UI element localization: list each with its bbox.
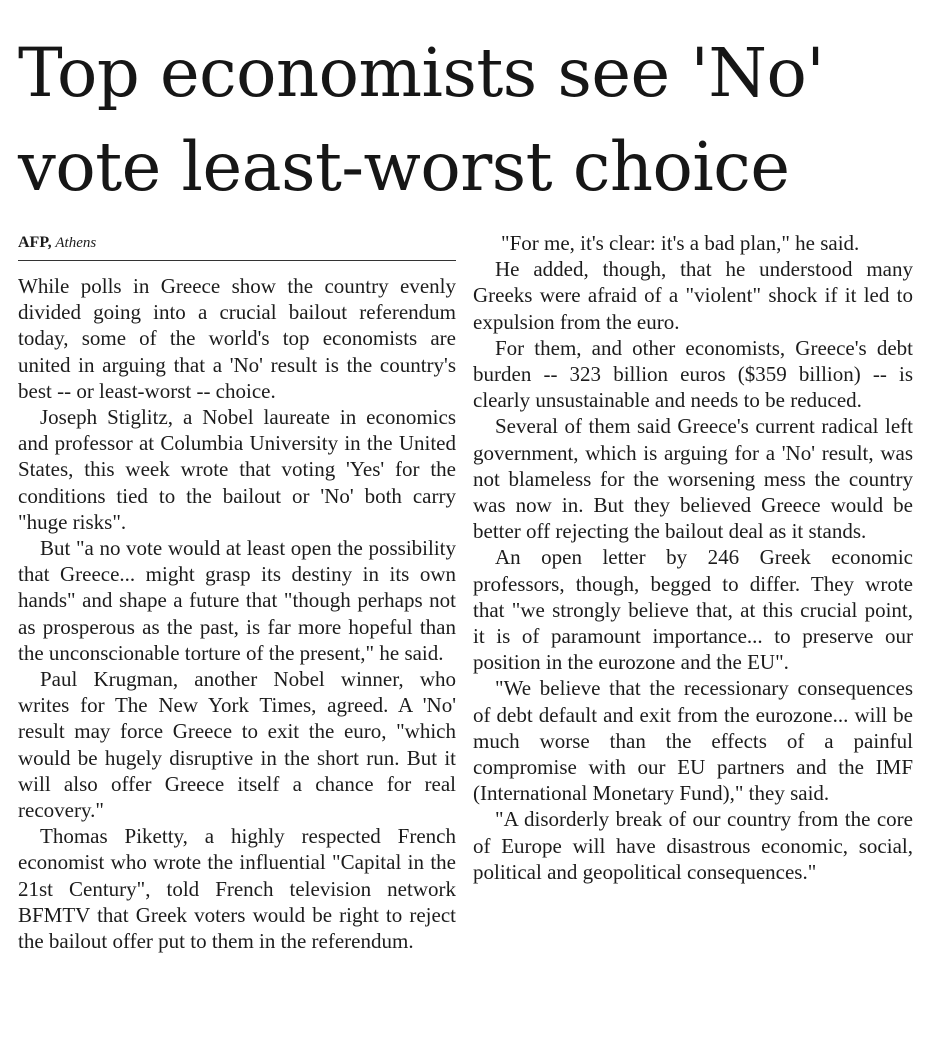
paragraph: For them, and other economists, Greece's debt burden -- 323 billion euros ($359 billion) -- is clearly unsustainable and needs to be reduced. (473, 335, 913, 413)
paragraph: Thomas Piketty, a highly respected French economist who wrote the influential "Capital in the 21st Century", told French television network BFMTV that Greek voters would be right to reject the bailout offer put to them in the referendum. (18, 824, 456, 954)
byline-place: Athens (55, 235, 97, 251)
paragraph: An open letter by 246 Greek economic professors, though, begged to differ. They wrote that "we strongly believe that, at this crucial point, it is of paramount importance... to preserve our position in the eurozone and the EU". (473, 545, 913, 675)
headline-line-1: Top economists see 'No' (18, 34, 825, 112)
paragraph: "A disorderly break of our country from the core of Europe will have disastrous economic, social, political and geopolitical consequences." (473, 807, 913, 884)
paragraph: Joseph Stiglitz, a Nobel laureate in economics and professor at Columbia University in the United States, this week wrote that voting 'Yes' for the conditions tied to the bailout or 'No' both carry "huge risks". (18, 405, 456, 534)
headline (18, 26, 918, 214)
left-column (18, 230, 456, 954)
byline-agency: AFP, (18, 234, 52, 251)
paragraph: Several of them said Greece's current radical left government, which is arguing for a 'No' result, was not blameless for the worsening mess the country was now in. But they believed Greece would be better off rejecting the bailout deal as it stands. (473, 414, 913, 544)
paragraph: "For me, it's clear: it's a bad plan," he said. (501, 231, 860, 255)
paragraph: While polls in Greece show the country evenly divided going into a crucial bailout referendum today, some of the world's top economists are united in arguing that a 'No' result is the country's best -- or least-worst -- choice. (18, 274, 456, 403)
right-column (473, 230, 913, 885)
paragraph: He added, though, that he understood many Greeks were afraid of a "violent" shock if it led to expulsion from the euro. (473, 257, 913, 334)
paragraph: But "a no vote would at least open the possibility that Greece... might grasp its destiny in its own hands" and shape a future that "though perhaps not as prosperous as the past, is far more hopeful than the unconscionable torture of the present," he said. (18, 536, 456, 665)
byline (18, 230, 456, 261)
paragraph: Paul Krugman, another Nobel winner, who writes for The New York Times, agreed. A 'No' result may force Greece to exit the euro, "which would be hugely disruptive in the short run. But it will also offer Greece itself a chance for real recovery." (18, 667, 456, 823)
paragraph: "We believe that the recessionary consequences of debt default and exit from the eurozone... will be much worse than the effects of a painful compromise with our EU partners and the IMF (International Monetary Fund)," they said. (473, 676, 913, 806)
headline-line-2: vote least-worst choice (18, 128, 790, 206)
